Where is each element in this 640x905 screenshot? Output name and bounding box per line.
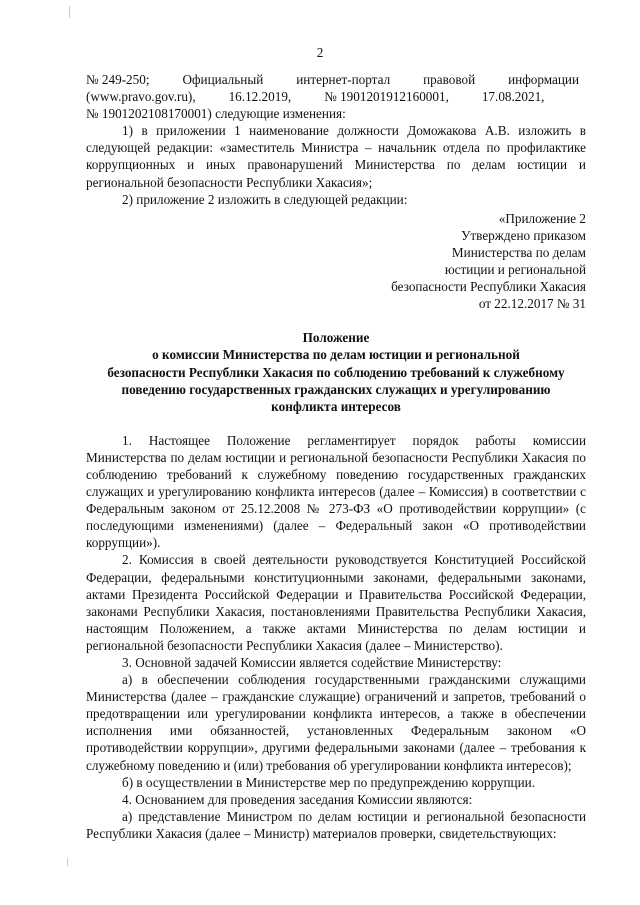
change-item-2: 2) приложение 2 изложить в следующей редакции: <box>122 191 408 207</box>
paragraph-2: 2. Комиссия в своей деятельности руководствуется Конституцией Российской Федерации, федеральными конституционными законами, федеральными законами, актами Президента Российской Федерации и Правительства Российской Федерации, законами Республики Хакасия, постановлениями Правительства Республики Хакасия, настоящим Положением, а также актами Министерства по делам юстиции и региональной безопасности Республики Хакасия (далее – Министерство). <box>86 552 586 653</box>
paragraph-1: 1. Настоящее Положение регламентирует порядок работы комиссии Министерства по делам юстиции и региональной безопасности Республики Хакасия по соблюдению требований к служебному поведению государственных гражданских служащих и урегулированию конфликта интересов (далее – Комиссия) в соответствии с Федеральным законом от 25.12.2008 № 273-ФЗ «О противодействии коррупции» (с последующими изменениями) (далее – Федеральный закон «О противодействии коррупции»). <box>86 432 586 551</box>
approval-line-4: юстиции и региональной <box>444 262 586 278</box>
intro-line-1: № 249-250; Официальный интернет-портал правовой информации <box>86 72 580 87</box>
title-line-1: Положение <box>302 330 370 346</box>
title-line-4: поведению государственных гражданских служащих и урегулированию <box>121 381 551 397</box>
approval-line-1: «Приложение 2 <box>498 210 586 226</box>
title-line-3: безопасности Республики Хакасия по соблюдению требований к служебному <box>107 364 565 380</box>
scan-mark-top <box>69 6 70 18</box>
paragraph-3a: а) в обеспечении соблюдения государственными гражданскими служащими Министерства (далее – гражданские служащие) ограничений и запретов, требований о предотвращении или урегулировании конфликта интересов, а также в обеспечении исполнения ими обязанностей, установленных Федеральным законом «О противодействии коррупции», другими федеральными законами (далее – требования к служебному поведению и (или) требования об урегулировании конфликта интересов); <box>86 672 586 773</box>
approval-block <box>86 210 586 313</box>
change-item-1: 1) в приложении 1 наименование должности Доможакова А.В. изложить в следующей редакции: «заместитель Министра – начальник отдела по профилактике коррупционных и иных правонарушений Министерства по делам юстиции и региональной безопасности Республики Хакасия»; <box>86 123 586 190</box>
intro-line-3: № 1901202108170001) следующие изменения: <box>86 106 346 122</box>
paragraph-4: 4. Основанием для проведения заседания Комиссии являются: <box>122 791 473 807</box>
paragraph-3: 3. Основной задачей Комиссии является содействие Министерству: <box>122 655 502 670</box>
title-line-5: конфликта интересов <box>271 398 401 414</box>
paragraph-3b: б) в осуществлении в Министерстве мер по предупреждению коррупции. <box>122 774 536 790</box>
approval-line-6: от 22.12.2017 № 31 <box>478 296 586 312</box>
approval-line-2: Утверждено приказом <box>461 227 586 243</box>
approval-line-3: Министерства по делам <box>451 244 586 260</box>
title-line-2: о комиссии Министерства по делам юстиции и региональной <box>152 347 520 363</box>
document-body <box>86 71 586 842</box>
page-number: 2 <box>316 45 324 60</box>
scan-mark-bottom <box>67 858 68 866</box>
approval-line-5: безопасности Республики Хакасия <box>391 279 586 295</box>
intro-line-2: (www.pravo.gov.ru), 16.12.2019, № 1901201912160001, 17.08.2021, <box>86 89 545 105</box>
regulation-title <box>86 329 586 414</box>
paragraph-4a: а) представление Министром по делам юстиции и региональной безопасности Республики Хакасия (далее – Министр) материалов проверки, свидетельствующих: <box>86 808 586 841</box>
